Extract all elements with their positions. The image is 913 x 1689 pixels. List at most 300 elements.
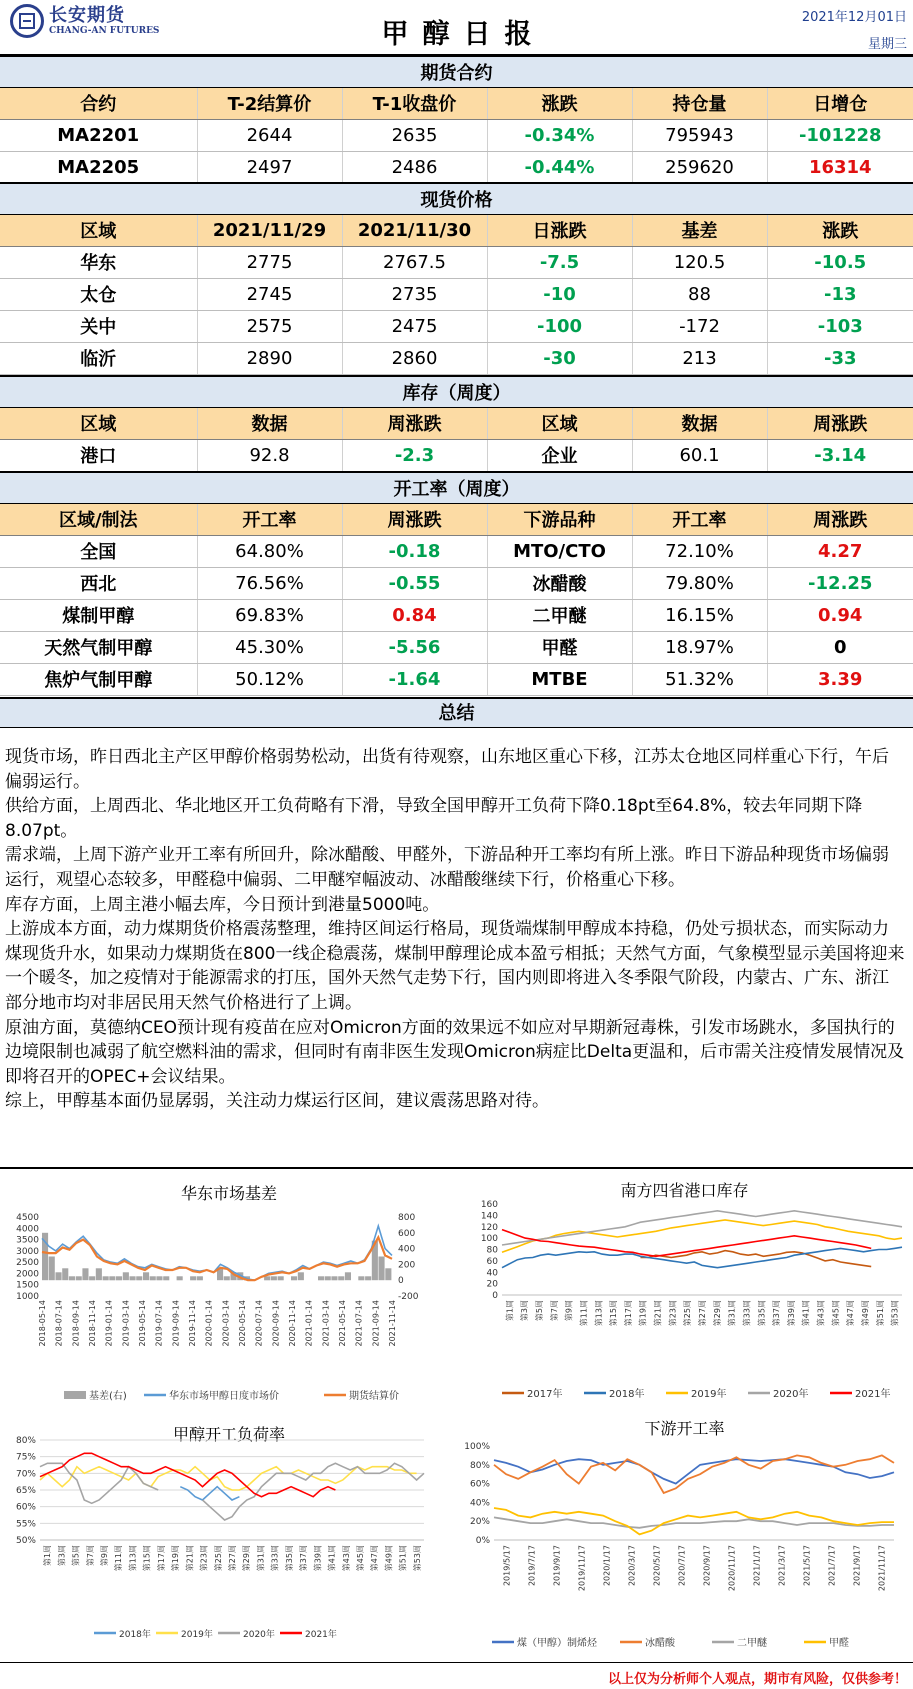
value-cell: 2644 — [197, 119, 342, 151]
y-tick-label: 40 — [486, 1268, 498, 1279]
region-cell: 西北 — [0, 567, 197, 599]
futures-header: T-2结算价 — [197, 87, 342, 119]
inventory-section-title: 库存（周度） — [0, 376, 913, 407]
legend-label: 甲醛 — [829, 1638, 849, 1649]
x-tick-label: 第9周 — [100, 1545, 109, 1567]
operating-header: 开工率 — [197, 503, 342, 535]
basis-bar — [338, 1276, 344, 1280]
x-tick-label: 第7周 — [85, 1545, 95, 1567]
summary-divider — [0, 1167, 913, 1169]
basis-bar — [123, 1272, 129, 1280]
product-cell: 二甲醚 — [487, 599, 632, 631]
x-tick-label: 第47周 — [370, 1545, 380, 1572]
region-cell: 全国 — [0, 535, 197, 567]
basis-bar — [177, 1276, 183, 1280]
value-cell: 2860 — [342, 342, 487, 374]
x-tick-label: 第25周 — [683, 1300, 693, 1327]
x-tick-label: 2020/11/17 — [727, 1545, 737, 1592]
change-cell: -10.5 — [767, 246, 913, 278]
change-cell: -7.5 — [487, 246, 632, 278]
basis-bar — [291, 1276, 297, 1280]
table-row — [0, 439, 913, 471]
value-cell: 213 — [632, 342, 767, 374]
value-cell: 50.12% — [197, 663, 342, 695]
product-cell: MTBE — [487, 663, 632, 695]
x-tick-label: 2021-01-14 — [304, 1300, 314, 1347]
spot-header: 2021/11/30 — [342, 214, 487, 246]
change-cell: 0.84 — [342, 599, 487, 631]
x-tick-label: 2018-05-14 — [38, 1300, 47, 1347]
chart-basis — [4, 1173, 454, 1413]
y-tick-label: 120 — [480, 1222, 498, 1233]
basis-bar — [264, 1276, 270, 1280]
legend-label: 煤（甲醇）制烯烃 — [517, 1638, 597, 1649]
spot-section-title: 现货价格 — [0, 183, 913, 214]
operating-header: 下游品种 — [487, 503, 632, 535]
value-cell: -172 — [632, 310, 767, 342]
change-cell: -10 — [487, 278, 632, 310]
region-cell: 太仓 — [0, 278, 197, 310]
table-row — [0, 151, 913, 183]
x-tick-label: 2021-11-14 — [388, 1300, 397, 1347]
basis-bar — [298, 1272, 304, 1280]
value-cell: 79.80% — [632, 567, 767, 599]
futures-section-title: 期货合约 — [0, 56, 913, 87]
x-tick-label: 2020-01-14 — [204, 1300, 214, 1347]
chart-title: 南方四省港口库存 — [620, 1181, 749, 1200]
table-row — [0, 663, 913, 695]
legend-label: 2019年 — [691, 1389, 727, 1400]
y-tick-label: 80% — [469, 1460, 490, 1471]
x-tick-label: 第29周 — [242, 1545, 252, 1572]
value-cell: 2635 — [342, 119, 487, 151]
basis-bar — [76, 1276, 82, 1280]
contract-cell: MA2201 — [0, 119, 197, 151]
summary-paragraph: 上游成本方面，动力煤期货价格震荡整理，维持区间运行格局，现货端煤制甲醇成本持稳，仍处亏损状态，而实际动力煤现货升水，如果动力煤期货在800一线企稳震荡，煤制甲醇理论成本盈亏相抵；天然气方面，气象模型显示美国将迎来一个暖冬，加之疫情对于能源需求的打压，国外天然气走势下行，国内则即将进入冬季限气阶段，内蒙古、广东、浙江部分地市均对非居民用天然气价格进行了上调。 — [5, 919, 905, 1013]
contract-cell: MA2205 — [0, 151, 197, 183]
region-cell: 天然气制甲醇 — [0, 631, 197, 663]
inventory-header: 区域 — [487, 407, 632, 439]
y-tick-label: 70% — [15, 1469, 36, 1480]
x-tick-label: 2021/7/17 — [827, 1545, 837, 1587]
futures-header: T-1收盘价 — [342, 87, 487, 119]
value-cell: 92.8 — [197, 439, 342, 471]
product-cell: MTO/CTO — [487, 535, 632, 567]
x-tick-label: 2021-03-14 — [321, 1300, 331, 1347]
region-cell: 焦炉气制甲醇 — [0, 663, 197, 695]
x-tick-label: 第5周 — [535, 1300, 545, 1322]
x-tick-label: 2020/1/17 — [602, 1545, 612, 1587]
y-tick-label: 20% — [469, 1517, 490, 1528]
report-header — [0, 0, 913, 56]
basis-bar — [379, 1257, 385, 1281]
value-cell: 76.56% — [197, 567, 342, 599]
chart-basis-svg — [4, 1173, 454, 1413]
x-tick-label: 第7周 — [549, 1300, 559, 1322]
y-left-tick-label: 1500 — [16, 1280, 39, 1291]
operating-table — [0, 471, 913, 696]
x-tick-label: 第51周 — [398, 1545, 408, 1572]
x-tick-label: 2019-11-14 — [188, 1300, 197, 1347]
x-tick-label: 2018-09-14 — [71, 1300, 81, 1347]
value-cell: 120.5 — [632, 246, 767, 278]
x-tick-label: 第25周 — [213, 1545, 223, 1572]
futures-header: 日增仓 — [767, 87, 913, 119]
x-tick-label: 第17周 — [623, 1300, 633, 1327]
x-tick-label: 第17周 — [156, 1545, 166, 1572]
basis-bar — [197, 1276, 203, 1280]
summary-paragraph: 综上，甲醇基本面仍显孱弱，关注动力煤运行区间，建议震荡思路对待。 — [5, 1091, 549, 1112]
value-cell: 2497 — [197, 151, 342, 183]
x-tick-label: 第21周 — [185, 1545, 195, 1572]
x-tick-label: 第27周 — [228, 1545, 237, 1572]
x-tick-label: 2019-05-14 — [138, 1300, 147, 1347]
table-row — [0, 119, 913, 151]
x-tick-label: 2020-07-14 — [254, 1300, 264, 1347]
inventory-header: 区域 — [0, 407, 197, 439]
x-tick-label: 第11周 — [579, 1300, 589, 1327]
change-cell: 16314 — [767, 151, 913, 183]
value-cell: 259620 — [632, 151, 767, 183]
basis-bar — [150, 1276, 156, 1280]
value-cell: 18.97% — [632, 631, 767, 663]
summary-paragraph: 库存方面，上周主港小幅去库，今日预计到港量5000吨。 — [5, 894, 440, 915]
x-tick-label: 2019/7/17 — [527, 1545, 537, 1587]
x-tick-label: 第31周 — [256, 1545, 266, 1572]
chart-downstream-svg — [462, 1410, 907, 1660]
x-tick-label: 第35周 — [757, 1300, 767, 1327]
x-tick-label: 第9周 — [564, 1300, 574, 1322]
x-tick-label: 第33周 — [270, 1545, 280, 1572]
x-tick-label: 2021/3/17 — [777, 1545, 787, 1587]
chart-title: 华东市场基差 — [180, 1184, 277, 1203]
report-weekday: 星期三 — [867, 37, 907, 52]
legend-label: 2020年 — [773, 1389, 809, 1400]
x-tick-label: 第51周 — [875, 1300, 885, 1327]
y-left-tick-label: 4500 — [16, 1213, 39, 1223]
region-cell: 煤制甲醇 — [0, 599, 197, 631]
change-cell: -0.55 — [342, 567, 487, 599]
logo-name-cn: 长安期货 — [49, 4, 125, 26]
table-row — [0, 246, 913, 278]
x-tick-label: 2018-07-14 — [54, 1300, 64, 1347]
y-left-tick-label: 2000 — [16, 1269, 39, 1280]
futures-header: 合约 — [0, 87, 197, 119]
y-right-tick-label: -200 — [398, 1292, 419, 1302]
value-cell: 60.1 — [632, 439, 767, 471]
change-cell: 0 — [767, 631, 913, 663]
inventory-header: 周涨跌 — [342, 407, 487, 439]
x-tick-label: 2021/9/17 — [852, 1545, 862, 1587]
basis-bar — [224, 1276, 230, 1280]
change-cell: -101228 — [767, 119, 913, 151]
table-row — [0, 535, 913, 567]
x-tick-label: 第39周 — [786, 1300, 796, 1327]
basis-bar — [130, 1276, 136, 1280]
legend-label: 基差(右) — [89, 1391, 127, 1402]
series-line — [40, 1463, 424, 1520]
chart-port-inventory-svg — [462, 1173, 907, 1413]
x-tick-label: 2019/9/17 — [552, 1545, 562, 1587]
table-row — [0, 342, 913, 374]
x-tick-label: 第53周 — [412, 1545, 422, 1572]
x-tick-label: 第23周 — [668, 1300, 678, 1327]
basis-bar — [318, 1276, 324, 1280]
table-row — [0, 631, 913, 663]
x-tick-label: 第3周 — [520, 1300, 530, 1322]
basis-bar — [96, 1268, 102, 1280]
y-right-tick-label: 0 — [398, 1276, 404, 1287]
operating-header: 周涨跌 — [767, 503, 913, 535]
y-tick-label: 60% — [469, 1479, 490, 1490]
legend-label: 期货结算价 — [349, 1391, 399, 1402]
x-tick-label: 第31周 — [727, 1300, 737, 1327]
chart-downstream — [462, 1410, 907, 1660]
legend-label: 2017年 — [527, 1389, 563, 1400]
basis-bar — [331, 1276, 337, 1280]
x-tick-label: 第15周 — [609, 1300, 619, 1327]
operating-header: 周涨跌 — [342, 503, 487, 535]
spot-table — [0, 182, 913, 375]
change-cell: -12.25 — [767, 567, 913, 599]
change-cell: -100 — [487, 310, 632, 342]
basis-bar — [325, 1276, 331, 1280]
x-tick-label: 第23周 — [199, 1545, 209, 1572]
series-line — [502, 1211, 902, 1245]
operating-header: 开工率 — [632, 503, 767, 535]
value-cell: 2775 — [197, 246, 342, 278]
basis-bar — [278, 1276, 284, 1280]
x-tick-label: 2019-01-14 — [104, 1300, 114, 1347]
basis-bar — [385, 1268, 391, 1280]
y-tick-label: 60% — [15, 1502, 36, 1513]
x-tick-label: 2019-09-14 — [171, 1300, 181, 1347]
report-date: 2021年12月01日 — [801, 10, 907, 25]
legend-label: 2021年 — [855, 1389, 891, 1400]
change-cell: -103 — [767, 310, 913, 342]
change-cell: -0.44% — [487, 151, 632, 183]
summary-text — [5, 745, 905, 1114]
basis-bar — [136, 1276, 142, 1280]
summary-paragraph: 现货市场，昨日西北主产区甲醇价格弱势松动，出货有待观察，山东地区重心下移，江苏太仓地区同样重心下行，午后偏弱运行。 — [5, 747, 889, 792]
x-tick-label: 第13周 — [128, 1545, 138, 1572]
series-line — [494, 1455, 894, 1493]
legend-label: 二甲醚 — [737, 1638, 767, 1649]
chart-port-inventory — [462, 1173, 907, 1413]
y-tick-label: 50% — [15, 1536, 36, 1546]
x-tick-label: 2020-11-14 — [288, 1300, 297, 1347]
y-right-tick-label: 800 — [398, 1213, 416, 1223]
x-tick-label: 2021/5/17 — [802, 1545, 812, 1587]
y-tick-label: 0 — [492, 1291, 498, 1301]
x-tick-label: 第19周 — [638, 1300, 648, 1327]
region-cell: 关中 — [0, 310, 197, 342]
x-tick-label: 第5周 — [71, 1545, 81, 1567]
x-tick-label: 2021-09-14 — [371, 1300, 381, 1347]
legend-label: 2018年 — [609, 1389, 645, 1400]
value-cell: 88 — [632, 278, 767, 310]
x-tick-label: 第43周 — [341, 1545, 351, 1572]
basis-bar — [190, 1276, 196, 1280]
chart-operating-rate — [4, 1418, 454, 1658]
change-cell: -1.64 — [342, 663, 487, 695]
chart-operating-rate-svg — [4, 1418, 454, 1658]
change-cell: -2.3 — [342, 439, 487, 471]
spot-header: 涨跌 — [767, 214, 913, 246]
value-cell: 64.80% — [197, 535, 342, 567]
x-tick-label: 第37周 — [772, 1300, 782, 1327]
basis-bar — [109, 1276, 115, 1280]
operating-header: 区域/制法 — [0, 503, 197, 535]
inventory-header: 数据 — [197, 407, 342, 439]
basis-bar — [345, 1272, 351, 1280]
value-cell: 2890 — [197, 342, 342, 374]
x-tick-label: 第11周 — [114, 1545, 124, 1572]
chart-title: 下游开工率 — [644, 1419, 725, 1438]
y-tick-label: 75% — [15, 1452, 36, 1463]
x-tick-label: 第45周 — [831, 1300, 841, 1327]
x-tick-label: 第41周 — [327, 1545, 337, 1572]
value-cell: 2475 — [342, 310, 487, 342]
y-left-tick-label: 3000 — [16, 1246, 39, 1257]
y-tick-label: 160 — [480, 1200, 498, 1210]
legend-label: 冰醋酸 — [645, 1638, 675, 1649]
change-cell: 3.39 — [767, 663, 913, 695]
chart-title: 甲醇开工负荷率 — [172, 1425, 285, 1444]
operating-section-title: 开工率（周度） — [0, 472, 913, 503]
basis-bar — [62, 1268, 68, 1280]
change-cell: -30 — [487, 342, 632, 374]
spot-header: 区域 — [0, 214, 197, 246]
table-row — [0, 599, 913, 631]
x-tick-label: 2021-07-14 — [354, 1300, 364, 1347]
inventory-header: 周涨跌 — [767, 407, 913, 439]
y-tick-label: 40% — [469, 1498, 490, 1509]
x-tick-label: 2021/1/17 — [752, 1545, 762, 1587]
value-cell: 51.32% — [632, 663, 767, 695]
value-cell: 2735 — [342, 278, 487, 310]
x-tick-label: 2021/11/17 — [877, 1545, 887, 1592]
change-cell: 0.94 — [767, 599, 913, 631]
change-cell: -5.56 — [342, 631, 487, 663]
y-tick-label: 55% — [15, 1519, 36, 1530]
x-tick-label: 第43周 — [816, 1300, 826, 1327]
product-cell: 冰醋酸 — [487, 567, 632, 599]
basis-bar — [271, 1276, 277, 1280]
x-tick-label: 第41周 — [801, 1300, 811, 1327]
x-tick-label: 第33周 — [742, 1300, 752, 1327]
basis-bar — [143, 1272, 149, 1280]
value-cell: 2745 — [197, 278, 342, 310]
x-tick-label: 2021-05-14 — [338, 1300, 347, 1347]
basis-bar — [365, 1276, 371, 1280]
value-cell: 69.83% — [197, 599, 342, 631]
table-row — [0, 278, 913, 310]
y-tick-label: 20 — [486, 1279, 498, 1290]
summary-title: 总结 — [0, 697, 913, 728]
basis-bar — [163, 1276, 169, 1280]
value-cell: 45.30% — [197, 631, 342, 663]
series-line — [494, 1459, 894, 1483]
change-cell: -3.14 — [767, 439, 913, 471]
y-tick-label: 80% — [15, 1436, 36, 1446]
x-tick-label: 第3周 — [57, 1545, 67, 1567]
basis-bar — [69, 1276, 75, 1280]
region-cell: 企业 — [487, 439, 632, 471]
basis-bar — [116, 1276, 122, 1280]
x-tick-label: 第27周 — [698, 1300, 707, 1327]
x-tick-label: 第29周 — [712, 1300, 722, 1327]
x-tick-label: 第15周 — [142, 1545, 152, 1572]
change-cell: -0.18 — [342, 535, 487, 567]
y-left-tick-label: 3500 — [16, 1235, 39, 1246]
x-tick-label: 2020-03-14 — [221, 1300, 231, 1347]
x-tick-label: 第53周 — [890, 1300, 900, 1327]
x-tick-label: 2019/11/17 — [577, 1545, 587, 1592]
spot-header: 2021/11/29 — [197, 214, 342, 246]
legend-label: 2018年 — [119, 1630, 151, 1640]
x-tick-label: 2020-09-14 — [271, 1300, 281, 1347]
x-tick-label: 第19周 — [171, 1545, 181, 1572]
series-line — [40, 1467, 417, 1490]
x-tick-label: 2020/9/17 — [702, 1545, 712, 1587]
x-tick-label: 第39周 — [313, 1545, 323, 1572]
value-cell: 2575 — [197, 310, 342, 342]
legend-label: 2019年 — [181, 1630, 213, 1640]
table-row — [0, 310, 913, 342]
value-cell: 795943 — [632, 119, 767, 151]
x-tick-label: 第21周 — [653, 1300, 663, 1327]
change-cell: -13 — [767, 278, 913, 310]
y-tick-label: 0% — [475, 1536, 490, 1546]
series-line — [494, 1517, 894, 1527]
legend-label: 2021年 — [305, 1630, 337, 1640]
region-cell: 临沂 — [0, 342, 197, 374]
futures-header: 涨跌 — [487, 87, 632, 119]
x-tick-label: 第1周 — [43, 1545, 53, 1567]
y-left-tick-label: 1000 — [16, 1292, 39, 1302]
y-left-tick-label: 4000 — [16, 1224, 39, 1235]
table-row — [0, 567, 913, 599]
y-tick-label: 60 — [486, 1256, 498, 1267]
x-tick-label: 第49周 — [384, 1545, 394, 1572]
spot-header: 日涨跌 — [487, 214, 632, 246]
x-tick-label: 2019-03-14 — [121, 1300, 131, 1347]
x-tick-label: 第45周 — [356, 1545, 365, 1572]
x-tick-label: 第37周 — [299, 1545, 309, 1572]
value-cell: 72.10% — [632, 535, 767, 567]
futures-header: 持仓量 — [632, 87, 767, 119]
y-tick-label: 80 — [486, 1245, 498, 1256]
summary-paragraph: 供给方面，上周西北、华北地区开工负荷略有下滑，导致全国甲醇开工负荷下降0.18pt至64.8%，较去年同期下降8.07pt。 — [5, 796, 863, 841]
region-cell: 华东 — [0, 246, 197, 278]
x-tick-label: 2018-11-14 — [88, 1300, 97, 1347]
x-tick-label: 第47周 — [846, 1300, 856, 1327]
change-cell: -33 — [767, 342, 913, 374]
x-tick-label: 第49周 — [860, 1300, 870, 1327]
y-right-tick-label: 400 — [398, 1244, 416, 1255]
value-cell: 16.15% — [632, 599, 767, 631]
legend-label: 2020年 — [243, 1630, 275, 1640]
region-cell: 港口 — [0, 439, 197, 471]
x-tick-label: 2020/7/17 — [677, 1545, 687, 1587]
spot-header: 基差 — [632, 214, 767, 246]
x-tick-label: 2020/3/17 — [627, 1545, 637, 1587]
x-tick-label: 第35周 — [284, 1545, 294, 1572]
inventory-header: 数据 — [632, 407, 767, 439]
change-cell: -0.34% — [487, 119, 632, 151]
basis-bar — [82, 1268, 88, 1280]
